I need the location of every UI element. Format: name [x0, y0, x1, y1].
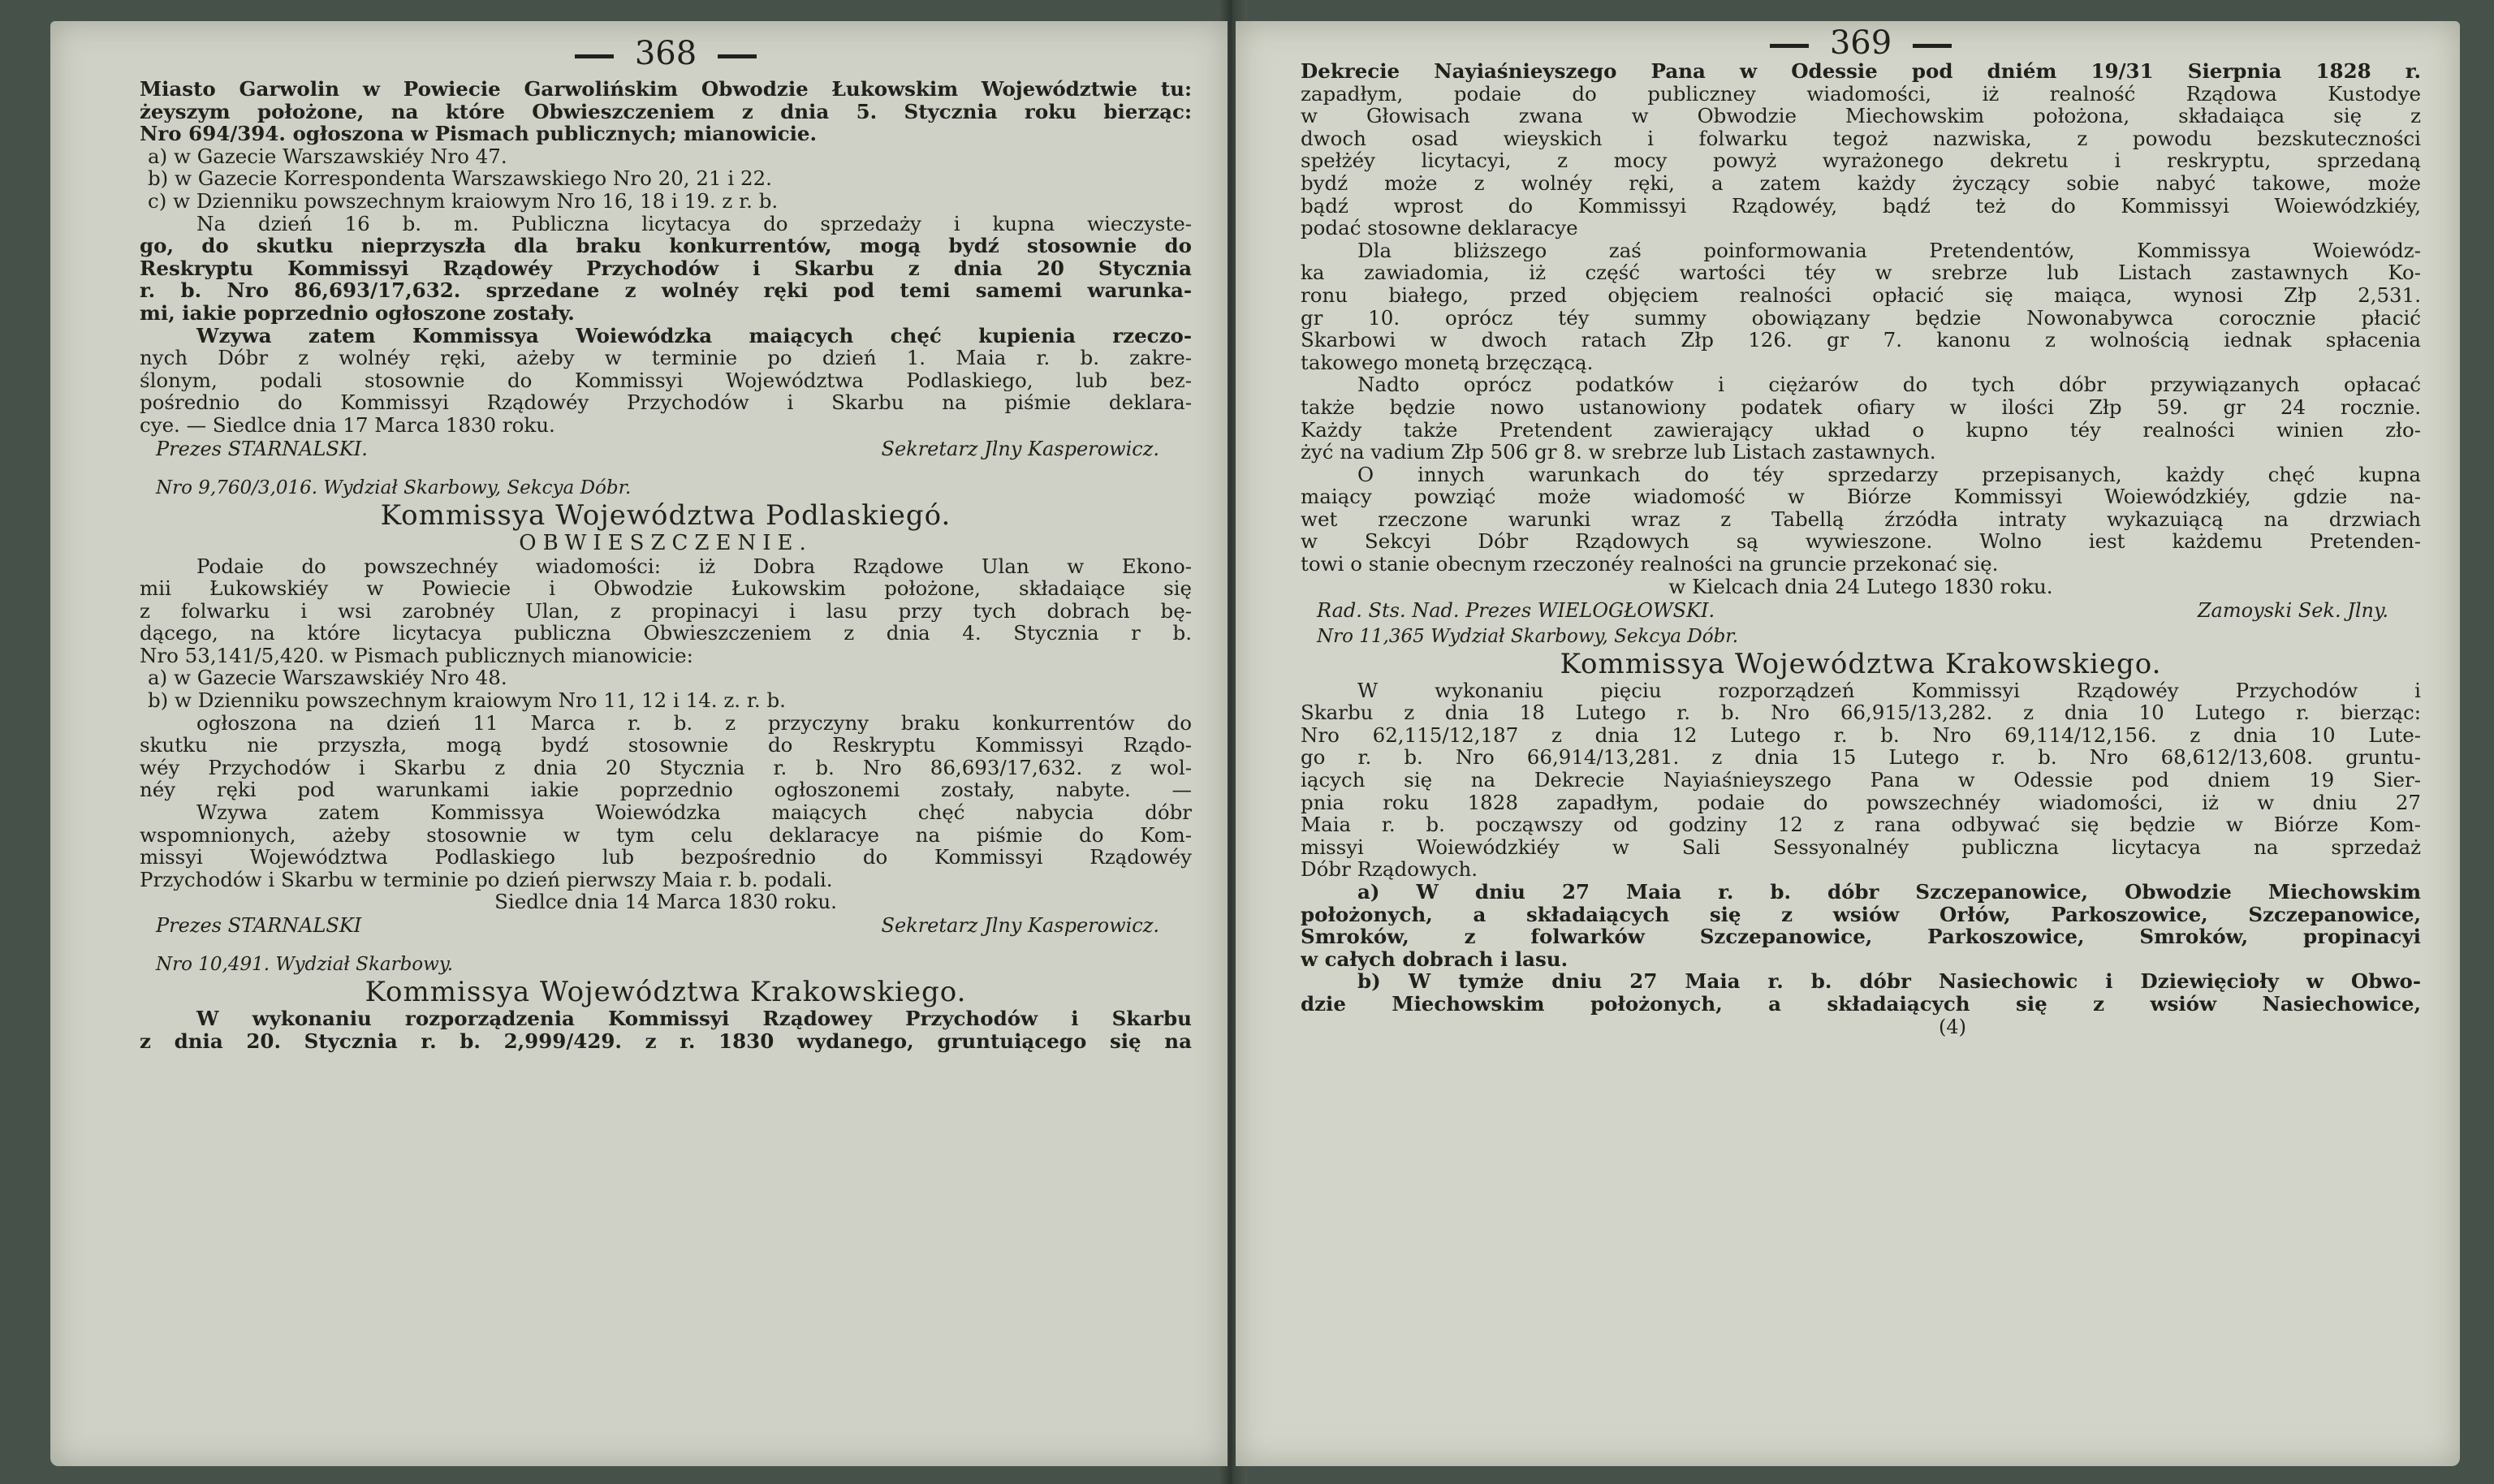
text-line: a) W dniu 27 Maia r. b. dóbr Szczepanowice, Obwodzie Miechowskim: [1357, 881, 2421, 904]
text-line: żeyszym położone, na które Obwieszczeniem z dnia 5. Stycznia roku bierząc:: [140, 100, 1192, 123]
text-line: Wzywa zatem Kommissya Woiewódzka maiących chęć kupienia rzeczo-: [196, 324, 1192, 347]
left-column: [140, 21, 1192, 1053]
text-line: O innych warunkach do téy sprzedarzy przepisanych, każdy chęć kupna: [1357, 463, 2421, 486]
left-notice-1: [140, 78, 1192, 461]
notice-1-paragraph-1: [140, 213, 1192, 325]
text-line: Podaie do powszechnéy wiadomości: iż Dobra Rządowe Ulan w Ekono-: [196, 554, 1192, 578]
right-notice-2: [1301, 624, 2421, 1038]
text-line: Skarbu z dnia 18 Lutego r. b. Nro 66,915/13,282. z dnia 10 Lutego r. bierząc:: [1301, 701, 2421, 724]
text-line: skutku nie przyszła, mogą bydź stosownie do Reskryptu Kommissyi Rządo-: [140, 734, 1192, 757]
notice-1-signatures: [1301, 598, 2421, 623]
notice-2-list: [140, 667, 1192, 711]
right-column: [1301, 21, 2421, 1038]
text-line: spełżéy licytacyi, z mocy powyż wyrażonego dekretu i reskryptu, sprzedaną: [1301, 149, 2421, 172]
signature-secretary: Zamoyski Sek. Jlny.: [2197, 598, 2388, 622]
text-line: wet rzeczone warunki wraz z Tabellą źrzódła intraty wykazuiącą na drzwiach: [1301, 507, 2421, 531]
text-line: ka zawiadomia, iż część wartości téy w srebrze lub Listach zastawnych Ko-: [1301, 261, 2421, 284]
text-line: w całych dobrach i lasu.: [1301, 947, 1568, 971]
signature-mark: (4): [1939, 1015, 1966, 1038]
text-line: takowego monetą brzęczącą.: [1301, 351, 1594, 374]
notice-2-paragraph-2: [140, 712, 1192, 891]
text-line: dącego, na które licytacya publiczna Obwieszczeniem z dnia 4. Stycznia r b.: [140, 622, 1192, 645]
text-line: mii Łukowskiéy w Powiecie i Obwodzie Łukowskim położone, składaiące się: [140, 577, 1192, 600]
text-line: towi o stanie obecnym rzeczonéy realności na gruncie przekonać się.: [1301, 553, 1999, 576]
notice-3-header: Nro 10,491. Wydział Skarbowy.: [156, 954, 454, 976]
text-line: dzie Miechowskim położonych, a składaiących się z wsiów Nasiechowice,: [1301, 992, 2421, 1016]
text-line: wspomnionych, ażeby stosownie w tym celu deklaracye na piśmie do Kom-: [140, 823, 1192, 847]
list-item: b) w Dzienniku powszechnym kraiowym Nro 11, 12 i 14. z. r. b.: [148, 689, 786, 712]
notice-1-date: w Kielcach dnia 24 Lutego 1830 roku.: [1668, 574, 2053, 598]
text-line: ślonym, podali stosownie do Kommissyi Województwa Podlaskiego, lub bez-: [140, 369, 1192, 392]
list-item: a) w Gazecie Warszawskiéy Nro 47.: [148, 145, 507, 168]
notice-2-paragraph-2: [1301, 881, 2421, 970]
text-line: Przychodów i Skarbu w terminie po dzień pierwszy Maia r. b. podali.: [140, 868, 833, 891]
text-line: Nadto oprócz podatków i ciężarów do tych dóbr przywiązanych opłacać: [1357, 373, 2421, 396]
left-page-number: [140, 21, 1192, 78]
notice-1-list: [140, 145, 1192, 213]
notice-2-title: Kommissya Województwa Krakowskiego.: [1560, 647, 2162, 680]
notice-1-paragraph-3: [1301, 373, 2421, 463]
text-line: także będzie nowo ustanowiony podatek ofiary w ilości Złp 59. gr 24 rocznie.: [1301, 395, 2421, 419]
notice-2-paragraph-3: [1301, 970, 2421, 1015]
notice-2-title: Kommissya Województwa Podlaskiegó.: [380, 498, 951, 532]
text-line: w Głowisach zwana w Obwodzie Miechowskim położona, składaiąca się z: [1301, 105, 2421, 127]
text-line: Wzywa zatem Kommissya Woiewódzka maiących chęć nabycia dóbr: [196, 801, 1192, 824]
text-line: Skarbowi w dwoch ratach Złp 126. gr 7. kanonu z wolnością iednak spłacenia: [1301, 329, 2421, 352]
signature-president: Rad. Sts. Nad. Prezes WIELOGŁOWSKI.: [1317, 598, 1715, 622]
text-line: Dekrecie Nayiaśnieyszego Pana w Odessie pod dniém 19/31 Sierpnia 1828 r.: [1301, 60, 2421, 83]
notice-1-signatures: [140, 437, 1192, 461]
notice-1-opening: [140, 78, 1192, 145]
text-line: r. b. Nro 86,693/17,632. sprzedane z wolnéy ręki pod temi samemi warunka-: [140, 279, 1192, 302]
signature-secretary: Sekretarz Jlny Kasperowicz.: [881, 437, 1159, 460]
notice-1-paragraph-4: [1301, 464, 2421, 576]
text-line: maiący powziąć może wiadomość w Biórze Kommissyi Woiewódzkiéy, gdzie na-: [1301, 485, 2421, 508]
text-line: Nro 694/394. ogłoszona w Pismach publicznych; mianowicie.: [140, 123, 818, 145]
notice-2-signatures: [140, 913, 1192, 938]
text-line: podać stosowne deklaracye: [1301, 217, 1578, 239]
list-item: c) w Dzienniku powszechnym kraiowym Nro 16, 18 i 19. z r. b.: [148, 189, 779, 213]
text-line: Nro 62,115/12,187 z dnia 12 Lutego r. b. Nro 69,114/12,156. z dnia 10 Lute-: [1301, 723, 2421, 747]
text-line: wéy Przychodów i Skarbu z dnia 20 Stycznia r. b. Nro 86,693/17,632. z wol-: [140, 756, 1192, 779]
text-line: W wykonaniu pięciu rozporządzeń Kommissyi Rządowéy Przychodów i: [1357, 679, 2421, 702]
text-line: z folwarku i wsi zarobnéy Ulan, z propinacyi i lasu przy tych dobrach bę-: [140, 599, 1192, 623]
text-line: Nro 53,141/5,420. w Pismach publicznych mianowicie:: [140, 644, 693, 667]
notice-1-paragraph-2: [1301, 239, 2421, 374]
notice-2-header: Nro 9,760/3,016. Wydział Skarbowy, Sekcya Dóbr.: [156, 477, 632, 498]
right-page: [1236, 21, 2460, 1466]
notice-1-paragraph-2: [140, 325, 1192, 437]
text-line: W wykonaniu rozporządzenia Kommissyi Rządowey Przychodów i Skarbu: [196, 1007, 1192, 1030]
text-line: pnia roku 1828 zapadłym, podaie do powszechnéy wiadomości, iż w dniu 27: [1301, 791, 2421, 814]
notice-2-date: Siedlce dnia 14 Marca 1830 roku.: [494, 890, 837, 914]
text-line: Smroków, z folwarków Szczepanowice, Parkoszowice, Smroków, propinacyi: [1301, 925, 2421, 948]
text-line: go, do skutku nieprzyszła dla braku konkurrentów, mogą bydź stosownie do: [140, 235, 1192, 257]
text-line: Dla bliższego zaś poinformowania Pretendentów, Kommissya Woiewódz-: [1357, 239, 2421, 262]
text-line: Maia r. b. począwszy od godziny 12 z rana odbywać się będzie w Biórze Kom-: [1301, 813, 2421, 836]
text-line: go r. b. Nro 66,914/13,281. z dnia 15 Lutego r. b. Nro 68,612/13,608. gruntu-: [1301, 746, 2421, 770]
right-page-number: [1301, 21, 2421, 60]
text-line: iących się na Dekrecie Nayiaśnieyszego Pana w Odessie pod dniem 19 Sier-: [1301, 769, 2421, 792]
text-line: w Sekcyi Dóbr Rządowych są wywieszone. Wolno iest każdemu Pretenden-: [1301, 530, 2421, 554]
text-line: cye. — Siedlce dnia 17 Marca 1830 roku.: [140, 413, 555, 437]
text-line: nych Dóbr z wolnéy ręki, ażeby w terminie po dzień 1. Maia r. b. zakre-: [140, 347, 1192, 369]
text-line: dwoch osad wieyskich i folwarku tegoż nazwiska, z powodu bezskuteczności: [1301, 127, 2421, 150]
text-line: bydź może z wolnéy ręki, a zatem każdy życzący sobie nabyć takowe, może: [1301, 171, 2421, 195]
text-line: b) W tymże dniu 27 Maia r. b. dóbr Nasiechowic i Dziewięcioły w Obwo-: [1357, 970, 2421, 993]
notice-3-paragraph: [140, 1007, 1192, 1052]
left-page-number-text: 368: [634, 35, 697, 72]
signature-president: Prezes STARNALSKI: [156, 914, 362, 938]
text-line: Dóbr Rządowych.: [1301, 858, 1478, 881]
text-line: Reskryptu Kommissyi Rządowéy Przychodów i Skarbu z dnia 20 Stycznia: [140, 257, 1192, 280]
notice-2-subtitle: OBWIESZCZENIE.: [519, 530, 813, 555]
text-line: położonych, a składaiących się z wsiów Orłów, Parkoszowice, Szczepanowice,: [1301, 903, 2421, 926]
text-line: mi, iakie poprzednio ogłoszone zostały.: [140, 301, 575, 325]
notice-2-header: Nro 11,365 Wydział Skarbowy, Sekcya Dóbr.: [1317, 625, 1739, 647]
text-line: zapadłym, podaie do publiczney wiadomości, iż realność Rządowa Kustodye: [1301, 82, 2421, 106]
signature-president: Prezes STARNALSKI.: [156, 437, 368, 460]
text-line: Miasto Garwolin w Powiecie Garwolińskim Obwodzie Łukowskim Województwie tu:: [140, 78, 1192, 101]
text-line: pośrednio do Kommissyi Rządowéy Przychodów i Skarbu na piśmie deklara-: [140, 391, 1192, 414]
text-line: néy ręki pod warunkami iakie poprzednio ogłoszonemi zostały, nabyte. —: [140, 779, 1192, 802]
text-line: gr 10. oprócz téy summy obowiązany będzie Nowonabywca corocznie płacić: [1301, 306, 2421, 330]
text-line: ronu białego, przed objęciem realności opłacić się maiąca, wynosi Złp 2,531.: [1301, 283, 2421, 307]
text-line: Każdy także Pretendent zawierający układ o kupno téy realności winien zło-: [1301, 418, 2421, 442]
text-line: missyi Województwa Podlaskiego lub bezpośrednio do Kommissyi Rządowéy: [140, 846, 1192, 869]
text-line: bądź wprost do Kommissyi Rządowéy, bądź też do Kommissyi Woiewódzkiéy,: [1301, 194, 2421, 218]
list-item: b) w Gazecie Korrespondenta Warszawskiego Nro 20, 21 i 22.: [148, 167, 772, 190]
text-line: żyć na vadium Złp 506 gr 8. w srebrze lub Listach zastawnych.: [1301, 441, 1936, 464]
notice-1-paragraph-1: [1301, 60, 2421, 239]
right-page-number-text: 369: [1829, 24, 1892, 62]
right-notice-1: [1301, 60, 2421, 623]
left-notice-2: [140, 476, 1192, 938]
notice-3-title: Kommissya Województwa Krakowskiego.: [365, 976, 967, 1009]
text-line: missyi Woiewódzkiéy w Sali Sessyonalnéy publiczna licytacya na sprzedaż: [1301, 835, 2421, 859]
text-line: ogłoszona na dzień 11 Marca r. b. z przyczyny braku konkurrentów do: [196, 711, 1192, 735]
notice-2-paragraph-1: [140, 555, 1192, 667]
left-notice-3: [140, 952, 1192, 1052]
left-page: [50, 21, 1228, 1466]
notice-2-paragraph-1: [1301, 679, 2421, 881]
signature-secretary: Sekretarz Jlny Kasperowicz.: [881, 914, 1159, 938]
text-line: z dnia 20. Stycznia r. b. 2,999/429. z r. 1830 wydanego, gruntuiącego się na: [140, 1030, 1192, 1053]
text-line: Na dzień 16 b. m. Publiczna licytacya do sprzedaży i kupna wieczyste-: [196, 212, 1192, 235]
list-item: a) w Gazecie Warszawskiéy Nro 48.: [148, 667, 507, 690]
